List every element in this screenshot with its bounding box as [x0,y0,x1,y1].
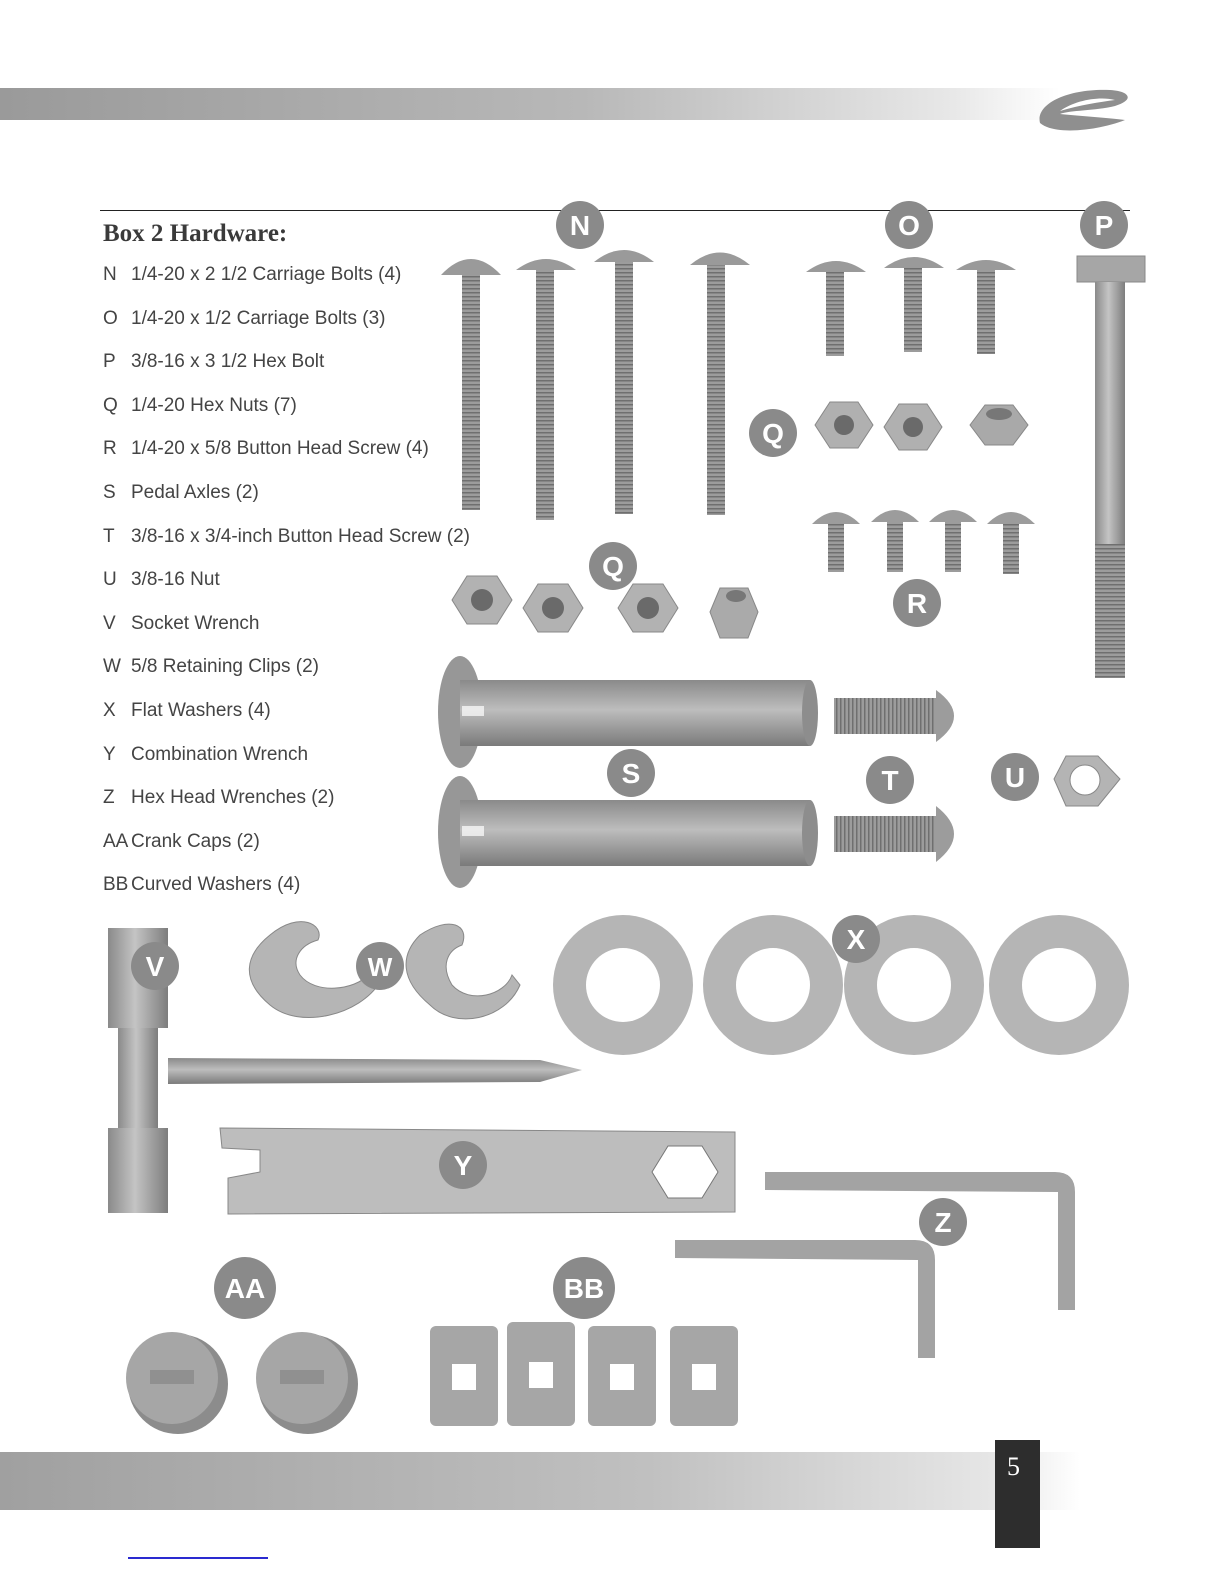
button-head-screw-icon [987,512,1035,574]
carriage-bolt-long-icon [690,253,750,516]
part-code: Q [103,394,118,416]
carriage-bolt-long-icon [441,259,501,510]
carriage-bolt-long-icon [516,259,576,520]
footer-gradient-bar [0,1452,1080,1510]
curved-washer-icon [507,1322,575,1426]
part-desc: Pedal Axles (2) [131,481,259,503]
svg-text:N: N [569,210,591,241]
carriage-bolt-short-icon [884,257,944,352]
svg-text:R: R [906,588,928,619]
part-code: Y [103,743,116,765]
part-code: V [103,612,116,634]
label-t [866,756,914,804]
hex-nut-icon [523,584,583,632]
label-o [885,201,933,249]
button-head-screw-icon [929,510,977,572]
label-u [991,753,1039,801]
flat-washer-icon [989,915,1129,1055]
part-desc: 1/4-20 x 5/8 Button Head Screw (4) [131,438,429,460]
part-desc: 3/8-16 Nut [131,569,220,591]
flat-washer-icon [703,915,843,1055]
button-head-screw-icon [834,690,954,742]
label-q [589,542,637,590]
part-code: T [103,525,115,547]
label-n [556,201,604,249]
label-x [832,915,880,963]
hex-nut-icon [815,402,873,448]
label-r [893,579,941,627]
part-desc: 1/4-20 Hex Nuts (7) [131,394,297,416]
label-p [1080,201,1128,249]
svg-text:X: X [846,924,866,955]
label-v [131,942,179,990]
part-code: BB [103,874,129,896]
button-head-screw-icon [812,512,860,572]
label-aa [214,1257,276,1319]
part-code: AA [103,830,129,852]
part-code: W [103,656,121,678]
svg-text:BB: BB [563,1273,605,1304]
svg-text:AA: AA [224,1273,266,1304]
part-desc: Hex Head Wrenches (2) [131,787,335,809]
part-code: X [103,699,116,721]
curved-washer-icon [670,1326,738,1426]
svg-text:S: S [621,758,641,789]
section-title: Box 2 Hardware: [103,220,288,247]
svg-text:Q: Q [762,418,784,449]
svg-text:T: T [881,765,899,796]
hex-bolt-icon [1077,256,1145,678]
page-number: 5 [1007,1452,1020,1481]
svg-text:Y: Y [453,1150,473,1181]
carriage-bolt-short-icon [956,260,1016,354]
button-head-screw-icon [834,806,954,862]
part-desc: Crank Caps (2) [131,830,260,852]
carriage-bolt-long-icon [594,250,654,514]
part-code: Z [103,787,115,809]
part-desc: Socket Wrench [131,612,260,634]
svg-text:Q: Q [602,551,624,582]
svg-text:O: O [898,210,920,241]
part-desc: Combination Wrench [131,743,309,765]
carriage-bolt-short-icon [806,261,866,356]
hex-nut-icon [1054,756,1120,806]
label-bb [553,1257,615,1319]
hex-nut-icon [710,588,758,638]
curved-washer-icon [588,1326,656,1426]
part-code: O [103,307,118,329]
retaining-clip-icon [406,924,520,1019]
hex-nut-icon [970,405,1028,445]
svg-text:U: U [1004,762,1026,793]
svg-text:V: V [145,951,165,982]
svg-text:W: W [367,952,393,982]
label-s [607,749,655,797]
svg-text:Z: Z [934,1207,952,1238]
crank-cap-icon [126,1332,228,1434]
part-code: R [103,438,117,460]
svg-text:P: P [1094,210,1114,241]
label-q [749,409,797,457]
part-desc: 1/4-20 x 2 1/2 Carriage Bolts (4) [131,264,402,285]
hex-nut-icon [618,584,678,632]
curved-washer-icon [430,1326,498,1426]
crank-cap-icon [256,1332,358,1434]
part-desc: 3/8-16 x 3/4-inch Button Head Screw (2) [131,525,471,547]
button-head-screw-icon [871,510,919,572]
part-code: U [103,569,117,591]
hex-nut-icon [884,404,942,450]
part-code: S [103,481,116,503]
footnote-rule [128,1557,268,1559]
part-desc: Curved Washers (4) [131,874,301,896]
flat-washer-icon [553,915,693,1055]
part-desc: 1/4-20 x 1/2 Carriage Bolts (3) [131,307,386,329]
label-w [356,942,404,990]
label-z [919,1198,967,1246]
hex-nut-icon [452,576,512,624]
part-desc: 5/8 Retaining Clips (2) [131,656,319,678]
part-code: P [103,351,116,373]
label-y [439,1141,487,1189]
part-desc: Flat Washers (4) [131,699,271,721]
part-code: N [103,264,117,285]
part-desc: 3/8-16 x 3 1/2 Hex Bolt [131,351,325,373]
